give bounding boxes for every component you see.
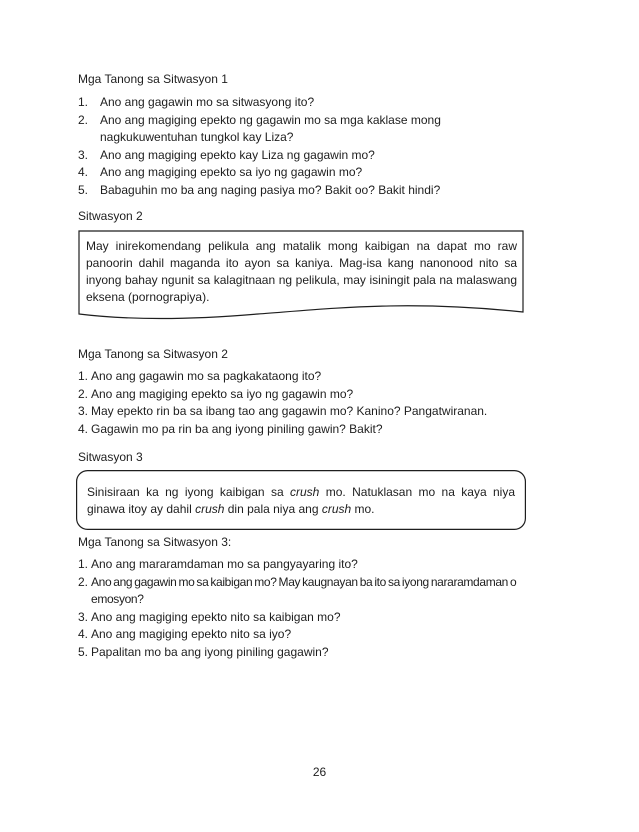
crush-term: crush xyxy=(290,485,320,499)
list-item: 3. Ano ang magiging epekto nito sa kaibigan mo? xyxy=(78,609,341,624)
situation-3-heading: Sitwasyon 3 xyxy=(78,450,143,464)
list-item: 4. Ano ang magiging epekto sa iyo ng gagawin mo? xyxy=(78,165,363,179)
situation-2-questions-heading: Mga Tanong sa Sitwasyon 2 xyxy=(78,347,228,361)
list-item: 3. Ano ang magiging epekto kay Liza ng gagawin mo? xyxy=(78,147,375,162)
list-item: 1. Ano ang gagawin mo sa sitwasyong ito? xyxy=(78,95,315,109)
situation-3-questions-heading: Mga Tanong sa Sitwasyon 3: xyxy=(78,535,232,549)
situation-3-scenario-text: Sinisiraan ka ng iyong kaibigan sa crush mo. Natuklasan mo na kaya niya ginawa itoy ay dahil crush din pala niya ang crush mo. xyxy=(87,485,516,516)
list-item: 4. Gagawin mo pa rin ba ang iyong piniling gawin? Bakit? xyxy=(78,421,383,436)
list-item: 2. Ano ang magiging epekto sa iyo ng gagawin mo? xyxy=(78,386,354,401)
situation-3-question-list xyxy=(78,556,538,661)
page-number: 26 xyxy=(312,765,327,779)
list-item: 1. Ano ang gagawin mo sa pagkakataong ito? xyxy=(78,369,322,383)
situation-1-questions-heading: Mga Tanong sa Sitwasyon 1 xyxy=(78,72,228,86)
list-item: 3. May epekto rin ba sa ibang tao ang gagawin mo? Kanino? Pangatwiranan. xyxy=(78,404,488,418)
situation-2-question-list xyxy=(78,368,538,438)
situation-2-scenario-text: May inirekomendang pelikula ang matalik mong kaibigan na dapat mo raw panoorin dahil maganda ito ayon sa kaniya. Mag-isa kang nanonood nito sa inyong bahay ngunit sa kalagitnaan ng pelikula, may isiningit pala na malaswang eksena (pornograpiya). xyxy=(86,239,517,304)
list-item: 4. Ano ang magiging epekto nito sa iyo? xyxy=(78,627,292,641)
situation-2-heading: Sitwasyon 2 xyxy=(78,209,143,223)
situation-1-question-list xyxy=(78,94,538,199)
list-item: 1. Ano ang mararamdaman mo sa pangyayaring ito? xyxy=(78,557,358,571)
list-item: 2. Ano ang gagawin mo sa kaibigan mo? May kaugnayan ba ito sa iyong nararamdaman o emosyon? xyxy=(78,574,517,606)
crush-term: crush xyxy=(195,502,225,516)
list-item: 5. Babaguhin mo ba ang naging pasiya mo? Bakit oo? Bakit hindi? xyxy=(78,182,441,197)
crush-term: crush xyxy=(321,502,352,516)
list-item: 2. Ano ang magiging epekto ng gagawin mo sa mga kaklase mong nagkukuwentuhan tungkol kay Liza? xyxy=(78,112,441,144)
list-item: 5. Papalitan mo ba ang iyong piniling gagawin? xyxy=(78,644,329,659)
